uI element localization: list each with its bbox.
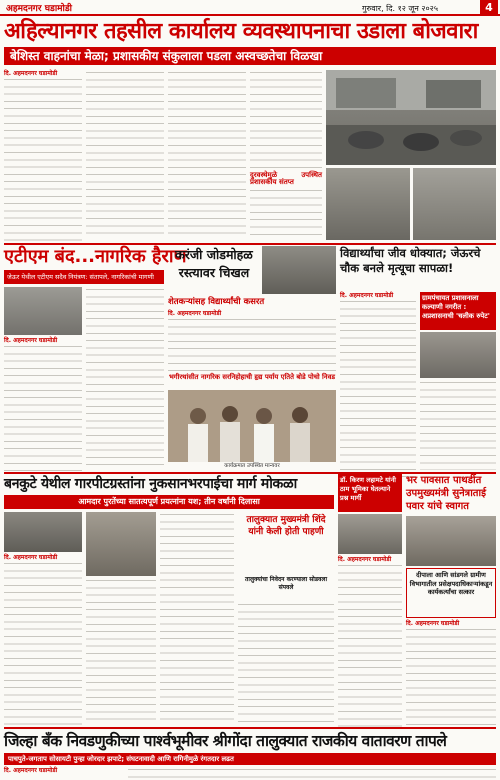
pawar-byline: दि. अहमदनगर घडामोडी bbox=[406, 620, 460, 627]
lead-column-1 bbox=[4, 70, 82, 240]
road-photo bbox=[262, 246, 336, 294]
kiran-headline: डॉ. किरण लहामटे यांनी ठाम भूमिका घेतल्याने प्रश्न मार्गी bbox=[338, 474, 402, 512]
lead-column-2 bbox=[86, 70, 164, 240]
bankute-column-2 bbox=[86, 578, 156, 724]
masthead-title: अहमदनगर घडामोडी bbox=[6, 4, 73, 14]
pawar-headline: भर पावसात पाथर्डीत उपमुख्यमंत्री सुनेत्राताई पवार यांचे स्वागत bbox=[406, 475, 486, 512]
dateline: गुरुवार, दि. १२ जून २०२५ bbox=[362, 4, 438, 13]
bankute-column-4 bbox=[238, 602, 334, 724]
road-byline: दि. अहमदनगर घडामोडी bbox=[168, 310, 222, 317]
pawar-text bbox=[406, 620, 496, 724]
zilla-headline: जिल्हा बँक निवडणुकीच्या पार्श्वभूमीवर श्रीगोंदा तालुक्यात राजकीय वातावरण तापले bbox=[4, 732, 447, 750]
road-headline-line1: करंजी जोडमोहळ bbox=[175, 247, 253, 262]
lead-column-3 bbox=[168, 70, 246, 240]
road-headline-line2: रस्त्यावर चिखल bbox=[178, 265, 250, 280]
award-photo bbox=[168, 390, 336, 462]
zilla-sub: पाचपुते-जगताप सोसायटी पुन्हा जोरदार झपाटे; संघटनावादी आणि रागिनीमुळे रंगतदार लढत bbox=[4, 753, 496, 765]
bankute-byline: दि. अहमदनगर घडामोडी bbox=[4, 554, 58, 561]
road-kicker: शेतकऱ्यांसह विद्यार्थ्यांची कसरत bbox=[168, 297, 265, 307]
bankute-column-1 bbox=[4, 554, 82, 724]
zilla-text-1 bbox=[4, 767, 124, 780]
atm-banner: जेऊर येथील एटीएम सदैव नियंत्रण: संतापले, नागरिकांची मागणी bbox=[4, 270, 164, 284]
students-column-1 bbox=[340, 292, 416, 470]
bankute-callout-2: तालुक्यांचा निवेदन करण्याला सोडवला संपवले bbox=[245, 576, 327, 591]
bankute-headline: बनकुटे येथील गारपीटग्रस्तांना नुकसानभरपाईचा मार्ग मोकळा bbox=[4, 476, 297, 492]
lead-headline: अहिल्यानगर तहसील कार्यालय व्यवस्थापनाचा उडाला बोजवारा bbox=[4, 19, 478, 44]
lead-subhead: बेशिस्त वाहनांचा मेळा; प्रशासकीय संकुलाला पडला अस्वच्छतेचा विळखा bbox=[4, 47, 496, 65]
lead-photo-parking bbox=[326, 70, 496, 165]
lead-side-head: दुरवस्थेमुळे उपस्थित प्रशासकीय संतप्त bbox=[250, 171, 322, 186]
lead-photo-art bbox=[326, 70, 496, 165]
students-headline: विद्यार्थ्यांचा जीव धोक्यात; जेऊरचे चौक बनले मृत्यूचा सापळा! bbox=[340, 246, 481, 275]
workers-text bbox=[420, 380, 496, 470]
atm-column-2 bbox=[86, 287, 164, 469]
bankute-column-3 bbox=[160, 512, 234, 724]
workers-banner: ग्रामपंचायत प्रशासनाला कल्याणी नगरीत : अप्रशासनाची 'चलीक रुपेट' bbox=[420, 292, 496, 330]
zilla-byline: दि. अहमदनगर घडामोडी bbox=[4, 767, 58, 774]
pawar-box-head: दीपाला आणि सांडगले ग्रामीण विभागातील प्रसेक्षपदाधिकाऱ्यांकडून कार्यकर्त्यांचा सत्कार bbox=[406, 568, 496, 618]
award-photo-art bbox=[168, 390, 336, 462]
workers-photo bbox=[420, 332, 496, 378]
award-headline: भगीरथांसीत नागरिक सरनिहोहाची हृद्य पर्याय एतिते बोडे पोचो निवड bbox=[169, 373, 335, 381]
bankute-photo bbox=[4, 512, 82, 552]
lead-photo-garbage bbox=[326, 168, 410, 240]
kiran-photo bbox=[338, 514, 402, 554]
page-number: 4 bbox=[480, 0, 498, 15]
atm-headline: एटीएम बंद...नागरिक हैराण bbox=[4, 246, 187, 267]
section-divider bbox=[4, 243, 496, 245]
lead-side-text bbox=[250, 188, 322, 240]
bankute-banner: आमदार पुरतेंच्या सातत्यपूर्ण प्रयत्नांना यश; तीन वर्षांनी दिलासा bbox=[4, 495, 334, 509]
students-byline: दि. अहमदनगर घडामोडी bbox=[340, 292, 394, 299]
lead-byline: दि. अहमदनगर घडामोडी bbox=[4, 70, 58, 77]
road-text bbox=[168, 310, 336, 370]
road-headline bbox=[168, 246, 260, 288]
atm-column-1 bbox=[4, 337, 82, 469]
atm-photo bbox=[4, 287, 82, 335]
atm-byline: दि. अहमदनगर घडामोडी bbox=[4, 337, 58, 344]
bankute-callout: तालुक्यात मुख्यमंत्री शिंदे यांनी केली होती पाहणी bbox=[246, 515, 326, 537]
kiran-byline: दि. अहमदनगर घडामोडी bbox=[338, 556, 392, 563]
lead-column-4 bbox=[250, 70, 322, 170]
lead-photo-bikes bbox=[413, 168, 496, 240]
bankute-photo-2 bbox=[86, 512, 156, 576]
zilla-text-2 bbox=[128, 767, 496, 780]
pawar-photo bbox=[406, 516, 496, 566]
award-caption: कार्यक्रमात उपस्थित मान्यवर bbox=[224, 463, 280, 469]
kiran-text bbox=[338, 556, 402, 724]
